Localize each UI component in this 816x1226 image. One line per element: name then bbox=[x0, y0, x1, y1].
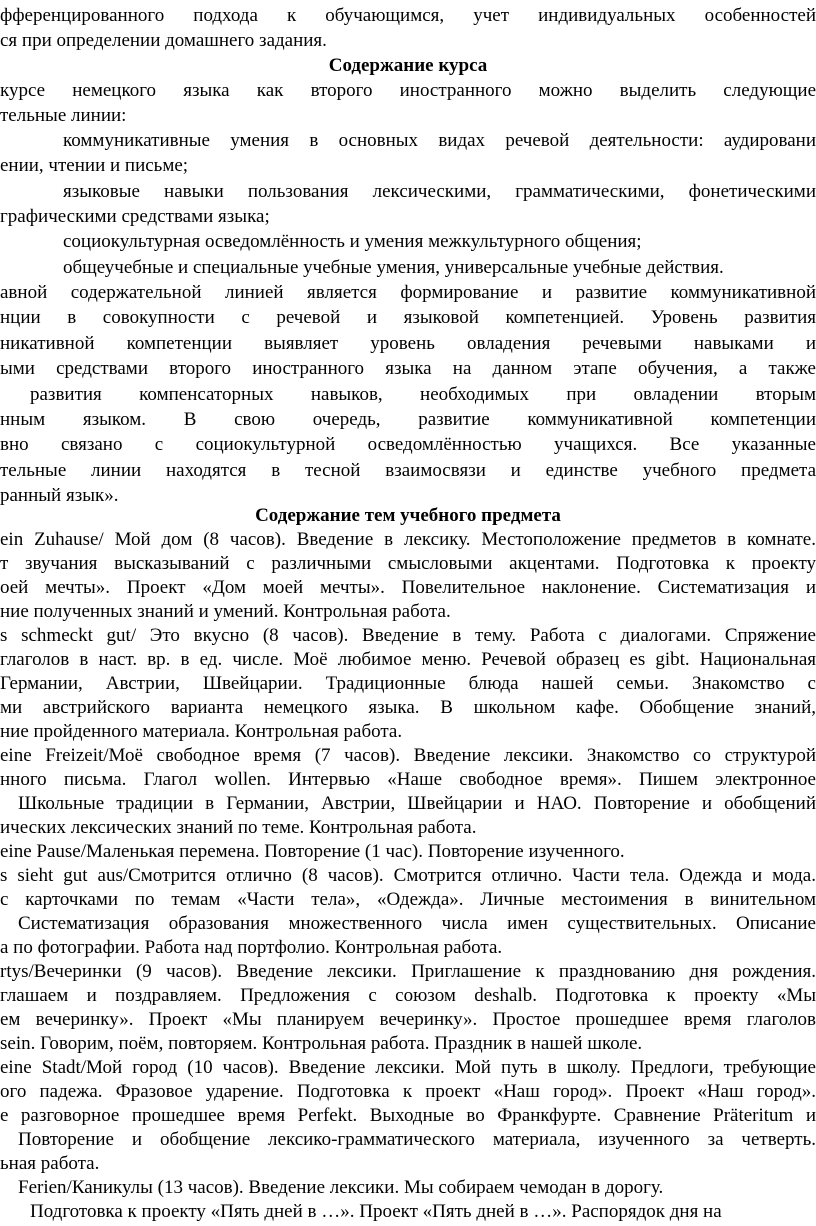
text-line: курсе немецкого языка как второго иностранного можно выделить следующие bbox=[0, 80, 816, 101]
text-line: никативной компетенции выявляет уровень овладения речевыми навыками и bbox=[0, 333, 816, 354]
list-item: языковые навыки пользования лексическими, грамматическими, фонетическими bbox=[63, 181, 816, 202]
topic-line: т звучания высказываний с различными смысловыми акцентами. Подготовка к проекту bbox=[0, 553, 816, 574]
topic-line: ого падежа. Фразовое ударение. Подготовка к проект «Наш город». Проект «Наш город». bbox=[0, 1081, 816, 1102]
text-line: ении, чтении и письме; bbox=[0, 155, 189, 176]
topic-line: ми австрийского варианта немецкого языка. В школьном кафе. Обобщение знаний, bbox=[0, 697, 816, 718]
topic-line: sein. Говорим, поём, повторяем. Контрольная работа. Праздник в нашей школе. bbox=[0, 1033, 643, 1054]
topic-line: нного письма. Глагол wollen. Интервью «Наше свободное время». Пишем электронное bbox=[0, 769, 816, 790]
list-item: общеучебные и специальные учебные умения, универсальные учебные действия. bbox=[63, 257, 724, 278]
topic-line: ние пройденного материала. Контрольная работа. bbox=[0, 721, 403, 742]
text-line: авной содержательной линией является формирование и развитие коммуникативной bbox=[0, 282, 816, 303]
text-line: ффеpенцированного подхода к обучающимся, учет индивидуальных особенностей bbox=[0, 5, 816, 26]
text-line: тельные линии: bbox=[0, 105, 127, 126]
topic-line: Германии, Австрии, Швейцарии. Традиционные блюда нашей семьи. Знакомство с bbox=[0, 673, 816, 694]
topic-line: ических лексических знаний по теме. Контрольная работа. bbox=[0, 817, 477, 838]
topic-line: е разговорное прошедшее время Perfekt. Выходные во Франкфурте. Сравнение Präteritum и bbox=[0, 1105, 816, 1126]
topic-line: eine Stadt/Мой город (10 часов). Введение лексики. Мой путь в школу. Предлоги, требующие bbox=[0, 1057, 816, 1078]
topic-line: Повторение и обобщение лексико-грамматического материала, изученного за четверть. bbox=[18, 1129, 816, 1150]
topic-line: ние полученных знаний и умений. Контрольная работа. bbox=[0, 601, 451, 622]
topic-line: Подготовка к проекту «Пять дней в …». Проект «Пять дней в …». Распорядок дня на bbox=[30, 1201, 722, 1222]
topic-line: а по фотографии. Работа над портфолио. Контрольная работа. bbox=[0, 937, 503, 958]
topic-line: Школьные традиции в Германии, Австрии, Швейцарии и НАО. Повторение и обобщений bbox=[18, 793, 816, 814]
topic-line: глаголов в наст. вр. в ед. числе. Моё любимое меню. Речевой образец es gibt. Национальная bbox=[0, 649, 816, 670]
topic-line: rtys/Вечеринки (9 часов). Введение лексики. Приглашение к празднованию дня рождения. bbox=[0, 961, 816, 982]
text-line: ранный язык». bbox=[0, 485, 119, 506]
text-line: вно связано с социокультурной осведомлённостью учащихся. Все указанные bbox=[0, 434, 816, 455]
topic-line: ьная работа. bbox=[0, 1153, 100, 1174]
topic-line: eine Pause/Маленькая перемена. Повторение (1 час). Повторение изученного. bbox=[0, 841, 625, 862]
topic-line: s sieht gut aus/Смотрится отлично (8 часов). Смотрится отлично. Части тела. Одежда и мода. bbox=[0, 865, 816, 886]
topic-line: глашаем и поздравляем. Предложения с союзом deshalb. Подготовка к проекту «Мы bbox=[0, 985, 816, 1006]
text-line: ыми средствами второго иностранного языка на данном этапе обучения, а также bbox=[0, 358, 816, 379]
topic-line: с карточками по темам «Части тела», «Одежда». Личные местоимения в винительном bbox=[0, 889, 816, 910]
topic-line: eine Freizeit/Моё свободное время (7 часов). Введение лексики. Знакомство со структурой bbox=[0, 745, 816, 766]
list-item: коммуникативные умения в основных видах речевой деятельности: аудировани bbox=[63, 130, 816, 151]
topic-line: оей мечты». Проект «Дом моей мечты». Повелительное наклонение. Систематизация и bbox=[0, 577, 816, 598]
text-line: ся при определении домашнего задания. bbox=[0, 30, 327, 51]
topic-line: Систематизация образования множественного числа имен существительных. Описание bbox=[18, 913, 816, 934]
topic-line: s schmeckt gut/ Это вкусно (8 часов). Введение в тему. Работа с диалогами. Спряжение bbox=[0, 625, 816, 646]
topic-line: ein Zuhause/ Мой дом (8 часов). Введение в лексику. Местоположение предметов в комнате. bbox=[0, 529, 816, 550]
text-line: нным языком. В свою очередь, развитие коммуникативной компетенции bbox=[0, 409, 816, 430]
text-line: нции в совокупности с речевой и языковой компетенцией. Уровень развития bbox=[0, 307, 816, 328]
list-item: социокультурная осведомлённость и умения межкультурного общения; bbox=[63, 231, 642, 252]
topics-heading: Содержание тем учебного предмета bbox=[255, 505, 561, 526]
text-line: графическими средствами языка; bbox=[0, 206, 270, 227]
topic-line: Ferien/Каникулы (13 часов). Введение лексики. Мы собираем чемодан в дорогу. bbox=[18, 1177, 664, 1198]
topic-line: ем вечеринку». Проект «Мы планируем вечеринку». Простое прошедшее время глаголов bbox=[0, 1009, 816, 1030]
text-line: развития компенсаторных навыков, необходимых при овладении вторым bbox=[30, 384, 816, 405]
text-line: тельные линии находятся в тесной взаимосвязи и единстве учебного предмета bbox=[0, 460, 816, 481]
course-heading: Содержание курса bbox=[328, 55, 488, 76]
